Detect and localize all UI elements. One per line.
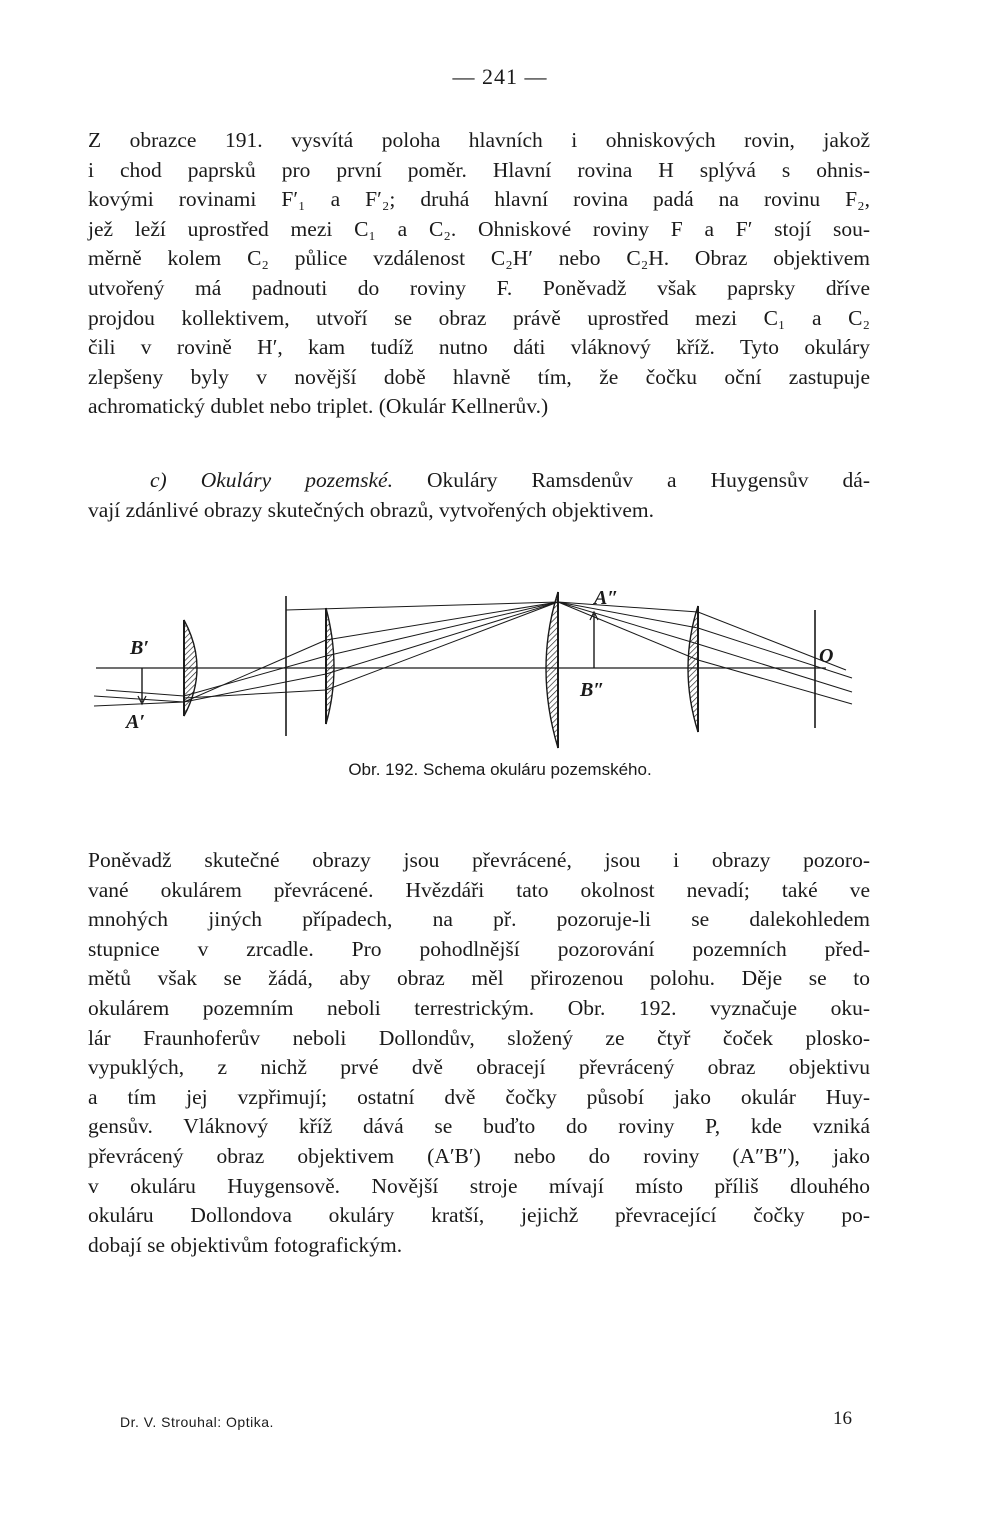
text-line: Poněvadž skutečné obrazy jsou převrácené, jsou i obrazy pozoro-: [88, 848, 870, 872]
paragraph-2: [88, 466, 870, 525]
text-line: mětů však se žádá, aby obraz měl přirozenou polohu. Děje se to: [88, 966, 870, 991]
paragraph-1: [88, 126, 870, 422]
footer-sheet-number: 16: [833, 1408, 852, 1429]
label-o: O: [819, 645, 834, 667]
text-line: vypuklých, z nichž prvé dvě obracejí převrácený obraz objektivu: [88, 1055, 870, 1080]
paragraph-3: [88, 846, 870, 1260]
text-line: stupnice v zrcadle. Pro pohodlnější pozorování pozemních před-: [88, 936, 870, 961]
lens-3: [546, 592, 558, 748]
text-line: Z obrazce 191. vysvítá poloha hlavních i ohniskových rovin, jakož: [88, 128, 870, 152]
text-line: v okuláru Huygensově. Novější stroje mívají místo příliš dlouhého: [88, 1173, 870, 1198]
text-line: měrně kolem C₂ půlice vzdálenost C₂H′ nebo C₂H. Obraz objektivem: [88, 246, 870, 271]
text-line: vané okulárem převrácené. Hvězdáři tato okolnost nevadí; také ve: [88, 877, 870, 902]
text-line: okulárem pozemním neboli terrestrickým. Obr. 192. vyznačuje oku-: [88, 995, 870, 1020]
figure-caption: Obr. 192. Schema okuláru pozemského.: [348, 760, 652, 779]
text-line: [88, 466, 870, 496]
text-line: i chod paprsků pro první poměr. Hlavní rovina H splývá s ohnis-: [88, 157, 870, 182]
text-line: kovými rovinami F′₁ a F′₂; druhá hlavní rovina padá na rovinu F₂,: [88, 187, 870, 212]
label-a-prime: A′: [126, 711, 145, 733]
label-b-prime: B′: [130, 637, 149, 659]
text-line: projdou kollektivem, utvoří se obraz právě uprostřed mezi C₁ a C₂: [88, 305, 870, 330]
lens-2: [326, 608, 334, 724]
label-a-double: A″: [594, 587, 619, 609]
text-line: čili v rovině H′, kam tudíž nutno dáti vláknový kříž. Tyto okuláry: [88, 335, 870, 360]
footer-author: Dr. V. Strouhal: Optika.: [120, 1414, 274, 1430]
text-line: okuláru Dollondova okuláry kratší, jejichž převracející čočky po-: [88, 1203, 870, 1228]
text-line: lár Fraunhoferův neboli Dollondův, složený ze čtyř čoček plosko-: [88, 1025, 870, 1050]
figure-eyepiece-diagram: [86, 578, 876, 758]
light-rays: [94, 602, 852, 706]
text-line: vají zdánlivé obrazy skutečných obrazů, vytvořených objektivem.: [88, 497, 654, 522]
section-heading: c) Okuláry pozemské.: [150, 468, 393, 492]
text-line: zlepšeny byly v novější době hlavně tím, že čočku oční zastupuje: [88, 364, 870, 389]
text-line: převrácený obraz objektivem (A′B′) nebo do roviny (A″B″), jako: [88, 1143, 870, 1168]
text-line: mnohých jiných případech, na př. pozoruje-li se dalekohledem: [88, 907, 870, 932]
text-line: jež leží uprostřed mezi C₁ a C₂. Ohniskové roviny F a F′ stojí sou-: [88, 216, 870, 241]
page-number: — 241 —: [452, 64, 548, 89]
text-line: a tím jej vzpřimují; ostatní dvě čočky působí jako okulár Huy-: [88, 1084, 870, 1109]
text-line: dobají se objektivům fotografickým.: [88, 1232, 403, 1257]
text-line: achromatický dublet nebo triplet. (Okulár Kellnerův.): [88, 394, 549, 419]
text-fragment: Okuláry Ramsdenův a Huygensův dá-: [392, 468, 870, 492]
text-line: gensův. Vláknový kříž dává se buďto do roviny P, kde vzniká: [88, 1114, 870, 1139]
lens-4: [688, 606, 698, 732]
label-b-double: B″: [580, 679, 605, 701]
eyepiece-schema-svg: [86, 578, 876, 758]
text-line: utvořený má padnouti do roviny F. Poněvadž však paprsky dříve: [88, 275, 870, 300]
